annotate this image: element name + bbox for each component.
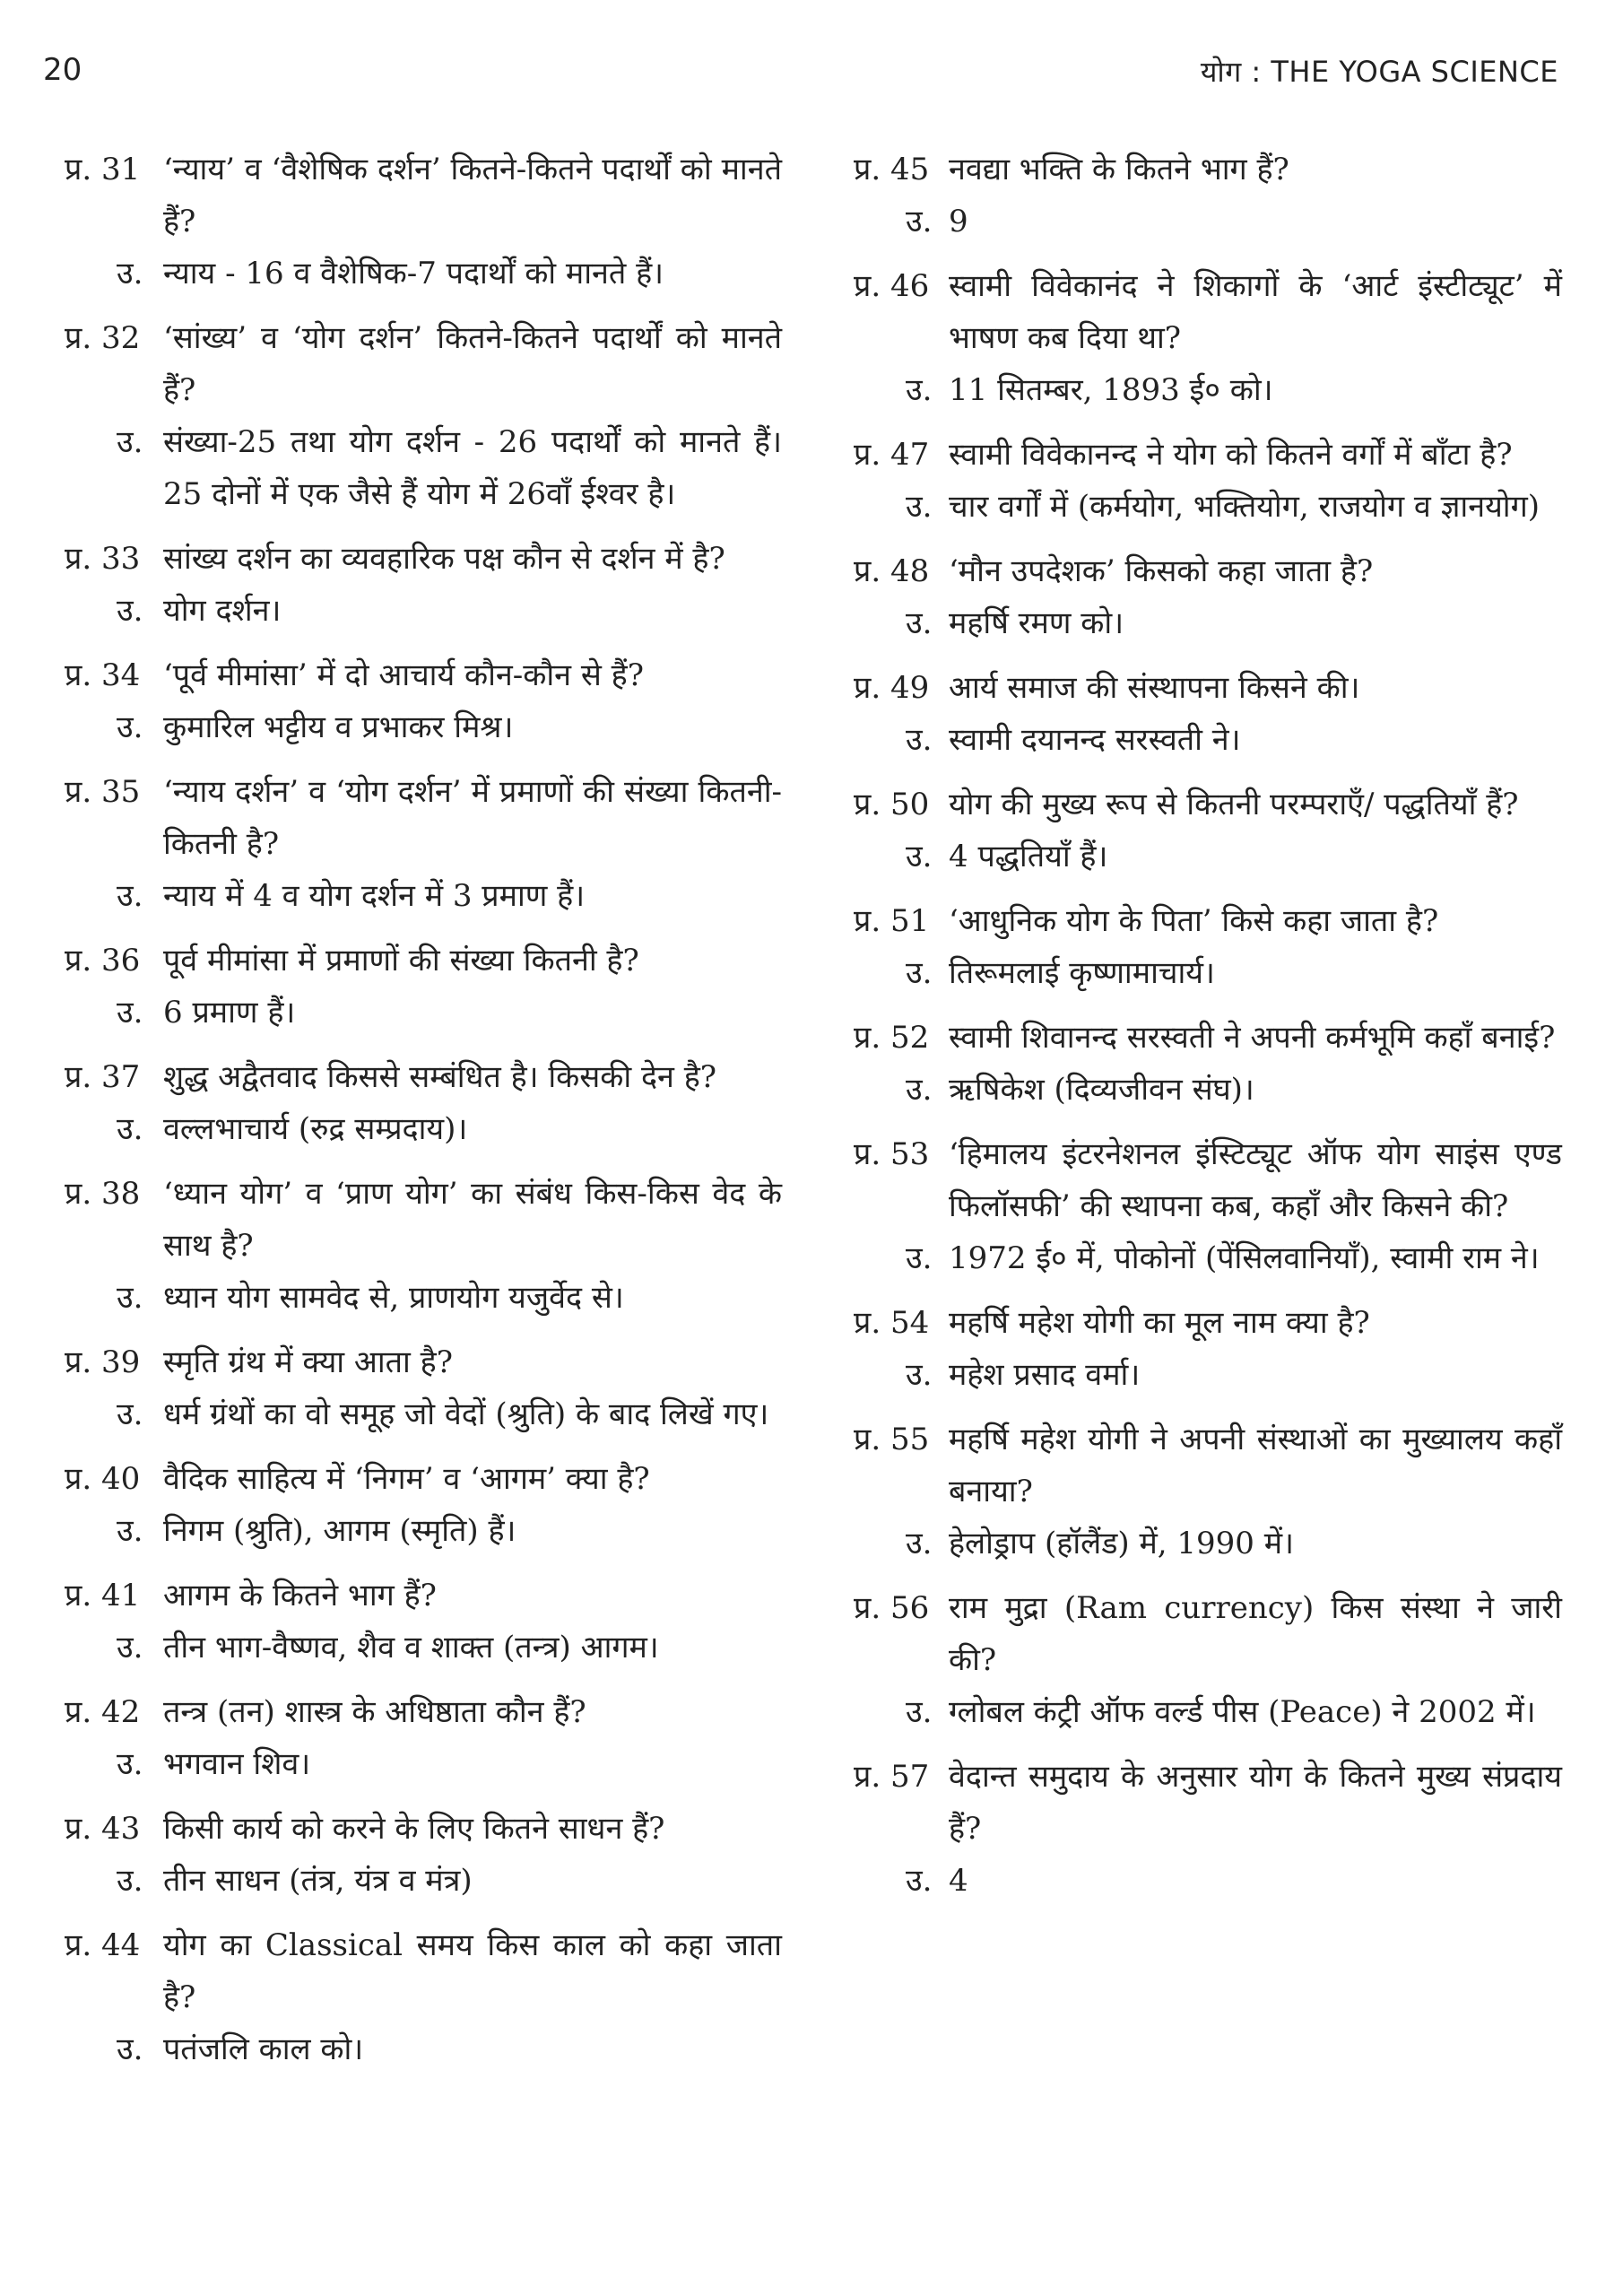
qa-item <box>854 260 1562 416</box>
answer-marker: उ. <box>117 424 143 460</box>
question <box>854 260 1562 364</box>
answer-marker: उ. <box>906 1526 933 1561</box>
question <box>854 662 1562 714</box>
answer-marker: उ. <box>117 1863 143 1899</box>
question-number: प्र. 53 <box>854 1136 930 1172</box>
answer <box>65 987 782 1039</box>
page-number: 20 <box>43 52 82 88</box>
qa-item <box>65 1686 782 1790</box>
answer-text: हेलोड्राप (हॉलैंड) में, 1990 में। <box>949 1526 1294 1561</box>
answer-text: ऋषिकेश (दिव्यजीवन संघ)। <box>949 1072 1254 1108</box>
question-number: प्र. 39 <box>65 1344 141 1380</box>
answer-marker: उ. <box>117 709 143 745</box>
answer-marker: उ. <box>906 839 933 874</box>
answer-text: ध्यान योग सामवेद से, प्राणयोग यजुर्वेद से। <box>163 1280 624 1316</box>
question-text: ‘आधुनिक योग के पिता’ किसे कहा जाता है? <box>949 903 1439 939</box>
answer <box>65 416 782 520</box>
qa-item <box>854 1012 1562 1116</box>
answer-marker: उ. <box>117 1746 143 1782</box>
question-text: योग की मुख्य रूप से कितनी परम्पराएँ/ पद्धतियाँ हैं? <box>949 787 1519 822</box>
question <box>65 144 782 248</box>
answer-marker: उ. <box>117 593 143 629</box>
question-text: स्मृति ग्रंथ में क्या आता है? <box>163 1344 453 1380</box>
question-text: ‘हिमालय इंटरनेशनल इंस्टिट्यूट ऑफ योग साइंस एण्ड फिलॉसफी’ की स्थापना कब, कहाँ और किसने की? <box>949 1136 1562 1224</box>
answer-marker: उ. <box>117 2031 143 2067</box>
answer-text: न्याय में 4 व योग दर्शन में 3 प्रमाण हैं। <box>163 878 586 914</box>
qa-item <box>65 1803 782 1907</box>
answer <box>65 1103 782 1155</box>
answer <box>65 870 782 922</box>
question <box>854 1751 1562 1855</box>
question <box>65 312 782 416</box>
question <box>854 895 1562 947</box>
question <box>65 1919 782 2023</box>
answer-marker: उ. <box>117 995 143 1031</box>
question-number: प्र. 40 <box>65 1461 141 1497</box>
answer <box>65 1388 782 1440</box>
qa-item <box>65 766 782 922</box>
question <box>65 1686 782 1738</box>
answer <box>854 1686 1562 1738</box>
answer <box>854 947 1562 999</box>
answer-marker: उ. <box>906 204 933 239</box>
question <box>65 1051 782 1103</box>
answer-text: चार वर्गों में (कर्मयोग, भक्तियोग, राजयोग व ज्ञानयोग) <box>949 489 1541 525</box>
answer <box>854 481 1562 533</box>
question-text: सांख्य दर्शन का व्यवहारिक पक्ष कौन से दर्शन में है? <box>163 541 725 577</box>
qa-item <box>65 144 782 300</box>
qa-item <box>65 1453 782 1557</box>
qa-item <box>65 1051 782 1155</box>
question-text: शुद्ध अद्वैतवाद किससे सम्बंधित है। किसकी देन है? <box>163 1059 717 1095</box>
answer-marker: उ. <box>906 1357 933 1393</box>
running-head: योग : THE YOGA SCIENCE <box>1200 55 1558 89</box>
question-number: प्र. 43 <box>65 1811 141 1847</box>
question-text: वैदिक साहित्य में ‘निगम’ व ‘आगम’ क्या है? <box>163 1461 650 1497</box>
answer <box>65 2023 782 2075</box>
question-number: प्र. 57 <box>854 1759 930 1795</box>
answer-marker: उ. <box>117 256 143 291</box>
question-number: प्र. 32 <box>65 320 141 356</box>
question-text: आर्य समाज की संस्थापना किसने की। <box>949 670 1360 706</box>
answer-text: 11 सितम्बर, 1893 ई० को। <box>949 372 1273 408</box>
question-text: महर्षि महेश योगी ने अपनी संस्थाओं का मुख्यालय कहाँ बनाया? <box>949 1422 1562 1509</box>
qa-item <box>65 1168 782 1324</box>
question-number: प्र. 33 <box>65 541 141 577</box>
qa-item <box>854 778 1562 883</box>
right-column <box>854 144 1562 1919</box>
question-number: प्र. 56 <box>854 1590 930 1626</box>
answer-marker: उ. <box>906 1240 933 1276</box>
question-text: आगम के कितने भाग हैं? <box>163 1578 437 1613</box>
question <box>854 1582 1562 1686</box>
answer-text: तीन साधन (तंत्र, यंत्र व मंत्र) <box>163 1863 473 1899</box>
qa-item <box>854 1413 1562 1570</box>
answer <box>854 1064 1562 1116</box>
answer-marker: उ. <box>906 605 933 641</box>
qa-item <box>854 545 1562 649</box>
question-number: प्र. 54 <box>854 1305 930 1341</box>
qa-item <box>65 649 782 753</box>
qa-item <box>65 1570 782 1674</box>
answer-text: धर्म ग्रंथों का वो समूह जो वेदों (श्रुति) के बाद लिखें गए। <box>163 1396 769 1432</box>
answer-text: संख्या-25 तथा योग दर्शन - 26 पदार्थों को मानते हैं। 25 दोनों में एक जैसे हैं योग में 26वाँ ईश्वर है। <box>163 424 782 512</box>
answer-text: न्याय - 16 व वैशेषिक-7 पदार्थों को मानते हैं। <box>163 256 664 291</box>
qa-item <box>854 662 1562 766</box>
answer-marker: उ. <box>906 722 933 758</box>
answer-text: भगवान शिव। <box>163 1746 311 1782</box>
question-number: प्र. 47 <box>854 437 930 473</box>
question-text: राम मुद्रा (Ram currency) किस संस्था ने जारी की? <box>949 1590 1562 1678</box>
question <box>854 1297 1562 1349</box>
answer-text: कुमारिल भट्टीय व प्रभाकर मिश्र। <box>163 709 514 745</box>
qa-item <box>65 533 782 637</box>
question <box>65 533 782 585</box>
question-number: प्र. 41 <box>65 1578 141 1613</box>
answer-marker: उ. <box>117 1280 143 1316</box>
question-number: प्र. 52 <box>854 1020 930 1056</box>
answer-marker: उ. <box>117 1396 143 1432</box>
question <box>65 1570 782 1622</box>
question-number: प्र. 49 <box>854 670 930 706</box>
question-number: प्र. 44 <box>65 1927 141 1963</box>
answer-text: 1972 ई० में, पोकोनों (पेंसिलवानियाँ), स्वामी राम ने। <box>949 1240 1540 1276</box>
qa-item <box>65 312 782 520</box>
question-text: स्वामी विवेकानंद ने शिकागों के ‘आर्ट इंस्टीट्यूट’ में भाषण कब दिया था? <box>949 268 1562 356</box>
question-text: स्वामी विवेकानन्द ने योग को कितने वर्गों में बाँटा है? <box>949 437 1513 473</box>
qa-item <box>65 935 782 1039</box>
answer <box>65 1272 782 1324</box>
answer <box>65 1855 782 1907</box>
question-text: स्वामी शिवानन्द सरस्वती ने अपनी कर्मभूमि कहाँ बनाई? <box>949 1020 1556 1056</box>
answer <box>854 597 1562 649</box>
question-number: प्र. 35 <box>65 774 141 810</box>
qa-item <box>65 1919 782 2075</box>
answer-marker: उ. <box>906 1863 933 1899</box>
answer <box>65 248 782 300</box>
question-number: प्र. 50 <box>854 787 930 822</box>
question <box>854 144 1562 196</box>
question-text: ‘पूर्व मीमांसा’ में दो आचार्य कौन-कौन से हैं? <box>163 657 644 693</box>
question <box>854 429 1562 481</box>
answer-text: 4 पद्धतियाँ हैं। <box>949 839 1108 874</box>
question-text: नवद्या भक्ति के कितने भाग हैं? <box>949 152 1289 187</box>
answer-text: तिरूमलाई कृष्णामाचार्य। <box>949 955 1215 991</box>
question-text: वेदान्त समुदाय के अनुसार योग के कितने मुख्य संप्रदाय हैं? <box>949 1759 1562 1847</box>
question <box>854 778 1562 831</box>
answer <box>65 701 782 753</box>
answer-marker: उ. <box>906 1072 933 1108</box>
question <box>65 1336 782 1388</box>
question-number: प्र. 48 <box>854 553 930 589</box>
answer <box>854 1855 1562 1907</box>
answer-marker: उ. <box>117 1630 143 1665</box>
question <box>854 1128 1562 1232</box>
question <box>854 545 1562 597</box>
answer <box>854 196 1562 248</box>
question-text: ‘सांख्य’ व ‘योग दर्शन’ कितने-कितने पदार्थों को मानते हैं? <box>163 320 782 408</box>
qa-item <box>854 144 1562 248</box>
answer-marker: उ. <box>117 1513 143 1549</box>
question-text: ‘मौन उपदेशक’ किसको कहा जाता है? <box>949 553 1374 589</box>
answer-text: महर्षि रमण को। <box>949 605 1124 641</box>
answer-text: निगम (श्रुति), आगम (स्मृति) हैं। <box>163 1513 516 1549</box>
answer-text: महेश प्रसाद वर्मा। <box>949 1357 1141 1393</box>
question <box>854 1012 1562 1064</box>
answer <box>854 831 1562 883</box>
question <box>854 1413 1562 1518</box>
answer-text: 4 <box>949 1863 968 1899</box>
question-text: पूर्व मीमांसा में प्रमाणों की संख्या कितनी है? <box>163 943 639 978</box>
qa-item <box>854 1297 1562 1401</box>
answer-marker: उ. <box>906 489 933 525</box>
qa-item <box>65 1336 782 1440</box>
question-number: प्र. 42 <box>65 1694 141 1730</box>
answer <box>854 1232 1562 1284</box>
answer-text: पतंजलि काल को। <box>163 2031 364 2067</box>
qa-item <box>854 1751 1562 1907</box>
question <box>65 1168 782 1272</box>
answer <box>65 585 782 637</box>
answer <box>854 1518 1562 1570</box>
question-text: किसी कार्य को करने के लिए कितने साधन हैं? <box>163 1811 665 1847</box>
question-number: प्र. 38 <box>65 1176 141 1212</box>
question-text: ‘न्याय दर्शन’ व ‘योग दर्शन’ में प्रमाणों की संख्या कितनी-कितनी है? <box>163 774 782 862</box>
question-number: प्र. 36 <box>65 943 141 978</box>
question <box>65 766 782 870</box>
qa-item <box>854 1128 1562 1284</box>
question <box>65 1803 782 1855</box>
question <box>65 649 782 701</box>
answer-text: वल्लभाचार्य (रुद्र सम्प्रदाय)। <box>163 1111 468 1147</box>
question-number: प्र. 45 <box>854 152 930 187</box>
left-column <box>65 144 782 2088</box>
question-text: ‘ध्यान योग’ व ‘प्राण योग’ का संबंध किस-किस वेद के साथ है? <box>163 1176 782 1264</box>
answer <box>854 364 1562 416</box>
question-number: प्र. 31 <box>65 152 141 187</box>
qa-item <box>854 429 1562 533</box>
answer <box>854 1349 1562 1401</box>
question-number: प्र. 55 <box>854 1422 930 1457</box>
answer-text: ग्लोबल कंट्री ऑफ वर्ल्ड पीस (Peace) ने 2002 में। <box>949 1694 1536 1730</box>
answer-marker: उ. <box>117 878 143 914</box>
answer <box>65 1505 782 1557</box>
answer <box>65 1622 782 1674</box>
qa-item <box>854 1582 1562 1738</box>
question-number: प्र. 34 <box>65 657 141 693</box>
question <box>65 935 782 987</box>
answer <box>854 714 1562 766</box>
question-number: प्र. 46 <box>854 268 930 304</box>
answer-text: 9 <box>949 204 968 239</box>
question-text: महर्षि महेश योगी का मूल नाम क्या है? <box>949 1305 1370 1341</box>
page-header <box>43 52 1558 106</box>
answer-marker: उ. <box>906 955 933 991</box>
question-text: तन्त्र (तन) शास्त्र के अधिष्ठाता कौन हैं? <box>163 1694 586 1730</box>
answer-text: स्वामी दयानन्द सरस्वती ने। <box>949 722 1241 758</box>
question-text: ‘न्याय’ व ‘वैशेषिक दर्शन’ कितने-कितने पदार्थों को मानते हैं? <box>163 152 782 239</box>
question <box>65 1453 782 1505</box>
answer-text: योग दर्शन। <box>163 593 282 629</box>
question-number: प्र. 51 <box>854 903 930 939</box>
qa-item <box>854 895 1562 999</box>
answer <box>65 1738 782 1790</box>
answer-marker: उ. <box>117 1111 143 1147</box>
answer-marker: उ. <box>906 1694 933 1730</box>
answer-text: तीन भाग-वैष्णव, शैव व शाक्त (तन्त्र) आगम। <box>163 1630 659 1665</box>
question-text: योग का Classical समय किस काल को कहा जाता है? <box>163 1927 782 2015</box>
answer-text: 6 प्रमाण हैं। <box>163 995 296 1031</box>
question-number: प्र. 37 <box>65 1059 141 1095</box>
answer-marker: उ. <box>906 372 933 408</box>
